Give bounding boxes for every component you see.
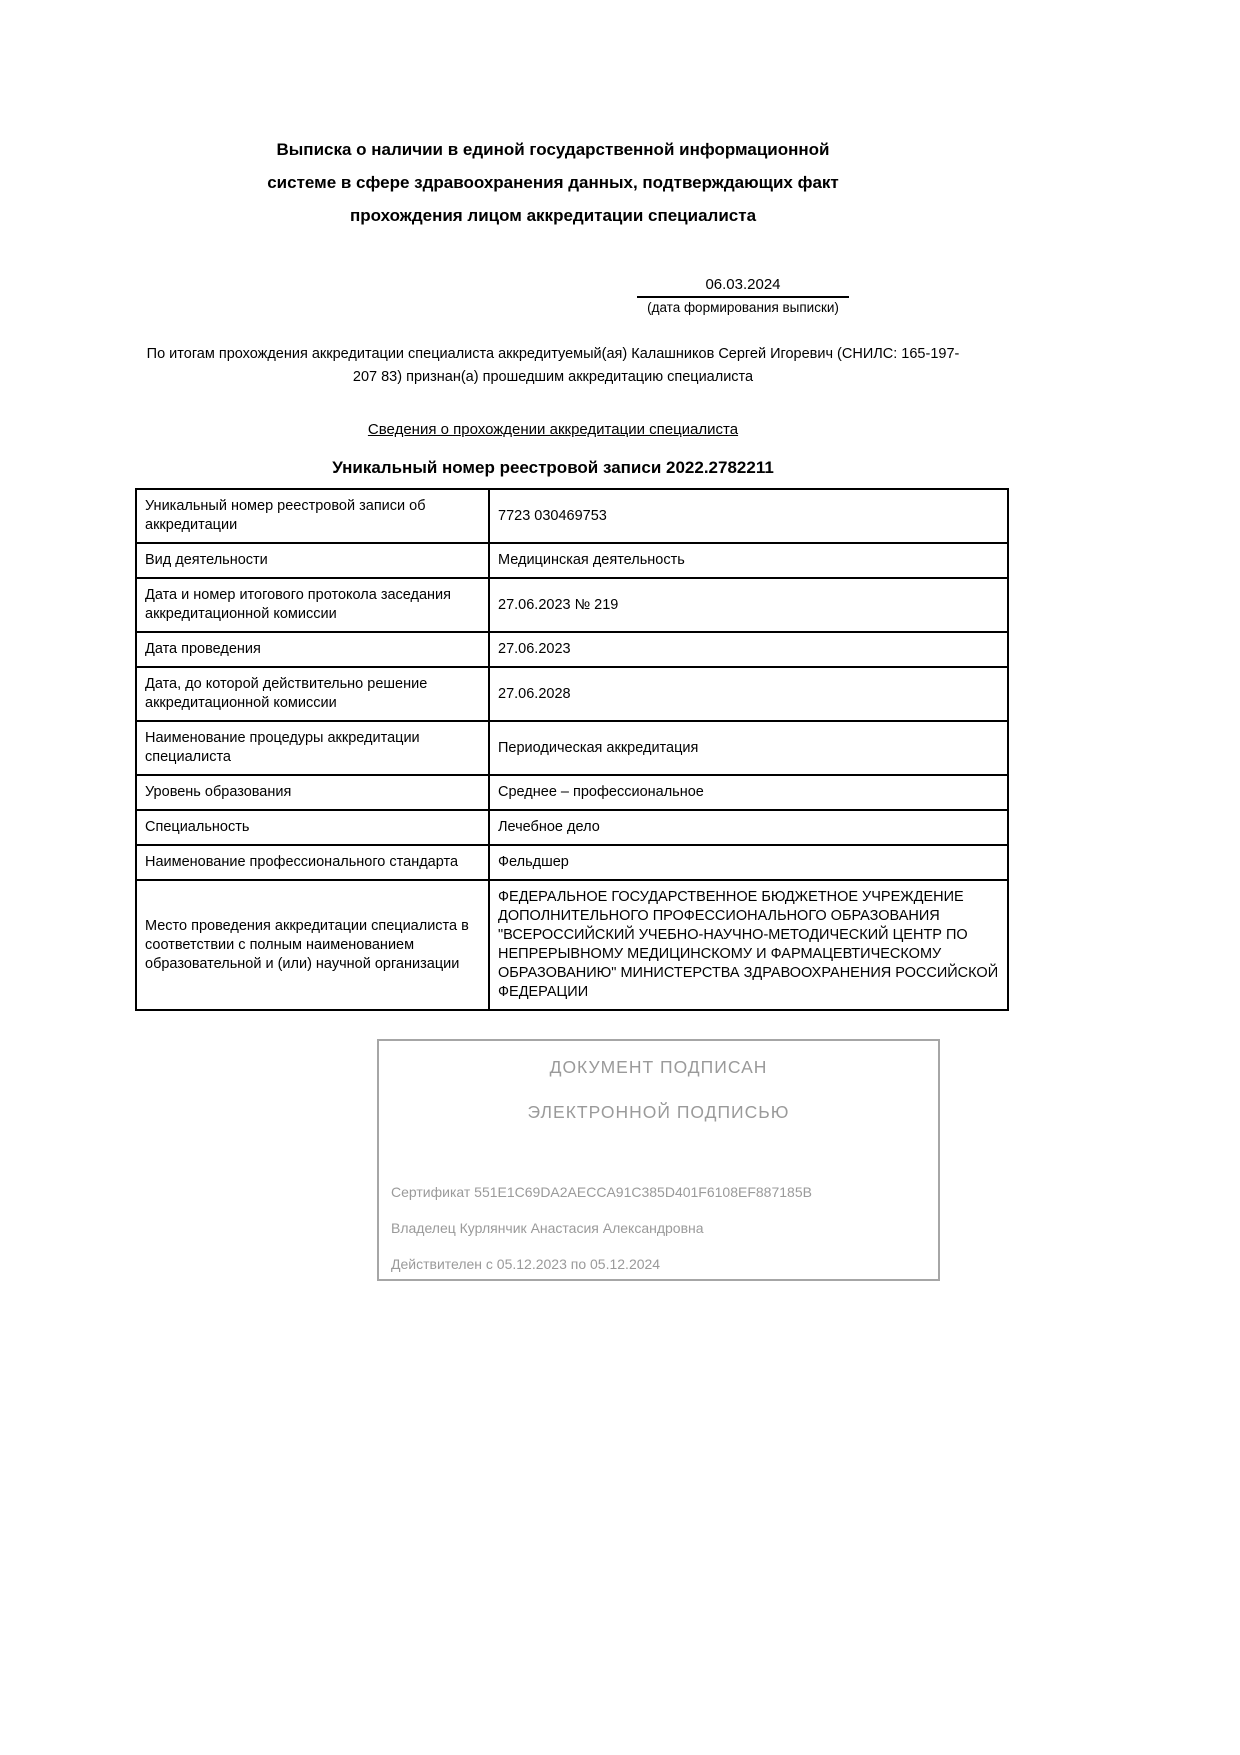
- table-row: [136, 667, 1008, 721]
- signature-details: [379, 1184, 938, 1272]
- row-value: 27.06.2023: [489, 632, 1008, 667]
- table-row: [136, 632, 1008, 667]
- extract-date-caption: (дата формирования выписки): [647, 300, 839, 315]
- signature-owner: Владелец Курлянчик Анастасия Александровна: [391, 1220, 704, 1236]
- row-label: Уровень образования: [136, 775, 489, 810]
- signature-certificate: Сертификат 551E1C69DA2AECCA91C385D401F6108EF887185B: [391, 1184, 812, 1200]
- table-row: [136, 721, 1008, 775]
- table-row: [136, 489, 1008, 543]
- row-value: ФЕДЕРАЛЬНОЕ ГОСУДАРСТВЕННОЕ БЮДЖЕТНОЕ УЧРЕЖДЕНИЕ ДОПОЛНИТЕЛЬНОГО ПРОФЕССИОНАЛЬНОГО ОБРАЗОВАНИЯ "ВСЕРОССИЙСКИЙ УЧЕБНО-НАУЧНО-МЕТОДИЧЕСКИЙ ЦЕНТР ПО НЕПРЕРЫВНОМУ МЕДИЦИНСКОМУ И ФАРМАЦЕВТИЧЕСКОМУ ОБРАЗОВАНИЮ" МИНИСТЕРСТВА ЗДРАВООХРАНЕНИЯ РОССИЙСКОЙ ФЕДЕРАЦИИ: [489, 880, 1008, 1010]
- intro-paragraph: По итогам прохождения аккредитации специалиста аккредитуемый(ая) Калашников Сергей Игоревич (СНИЛС: 165-197-207 83) признан(а) прошедшим аккредитацию специалиста: [146, 346, 960, 385]
- table-row: [136, 845, 1008, 880]
- accreditation-table: [135, 488, 1009, 1011]
- row-value: 7723 030469753: [489, 489, 1008, 543]
- row-label: Наименование профессионального стандарта: [136, 845, 489, 880]
- signature-title-line-1: ДОКУМЕНТ ПОДПИСАН: [549, 1057, 768, 1077]
- row-value: Фельдшер: [489, 845, 1008, 880]
- document-title-line-2: системе в сфере здравоохранения данных, подтверждающих факт: [267, 173, 839, 192]
- date-block: [637, 276, 849, 315]
- section-heading: Сведения о прохождении аккредитации специалиста: [367, 421, 739, 438]
- document-title-line-3: прохождения лицом аккредитации специалиста: [349, 206, 757, 225]
- table-row: [136, 543, 1008, 578]
- row-label: Наименование процедуры аккредитации специалиста: [136, 721, 489, 775]
- row-label: Дата проведения: [136, 632, 489, 667]
- table-row: [136, 578, 1008, 632]
- document-title: [135, 0, 971, 232]
- record-number-heading: Уникальный номер реестровой записи 2022.2782211: [332, 458, 774, 477]
- document-page: [135, 0, 999, 1281]
- row-label: Вид деятельности: [136, 543, 489, 578]
- table-row: [136, 880, 1008, 1010]
- row-label: Специальность: [136, 810, 489, 845]
- row-label: Уникальный номер реестровой записи об аккредитации: [136, 489, 489, 543]
- row-value: 27.06.2028: [489, 667, 1008, 721]
- row-value: Медицинская деятельность: [489, 543, 1008, 578]
- table-row: [136, 810, 1008, 845]
- signature-title-line-2: ЭЛЕКТРОННОЙ ПОДПИСЬЮ: [527, 1102, 790, 1122]
- document-title-line-1: Выписка о наличии в единой государственной информационной: [276, 140, 830, 159]
- extract-date: 06.03.2024: [637, 276, 849, 298]
- row-value: Лечебное дело: [489, 810, 1008, 845]
- row-value: Среднее – профессиональное: [489, 775, 1008, 810]
- signature-box: [377, 1039, 940, 1281]
- row-value: Периодическая аккредитация: [489, 721, 1008, 775]
- table-row: [136, 775, 1008, 810]
- row-value: 27.06.2023 № 219: [489, 578, 1008, 632]
- row-label: Дата, до которой действительно решение аккредитационной комиссии: [136, 667, 489, 721]
- row-label: Место проведения аккредитации специалиста в соответствии с полным наименованием образовательной и (или) научной организации: [136, 880, 489, 1010]
- signature-validity: Действителен с 05.12.2023 по 05.12.2024: [391, 1256, 661, 1272]
- row-label: Дата и номер итогового протокола заседания аккредитационной комиссии: [136, 578, 489, 632]
